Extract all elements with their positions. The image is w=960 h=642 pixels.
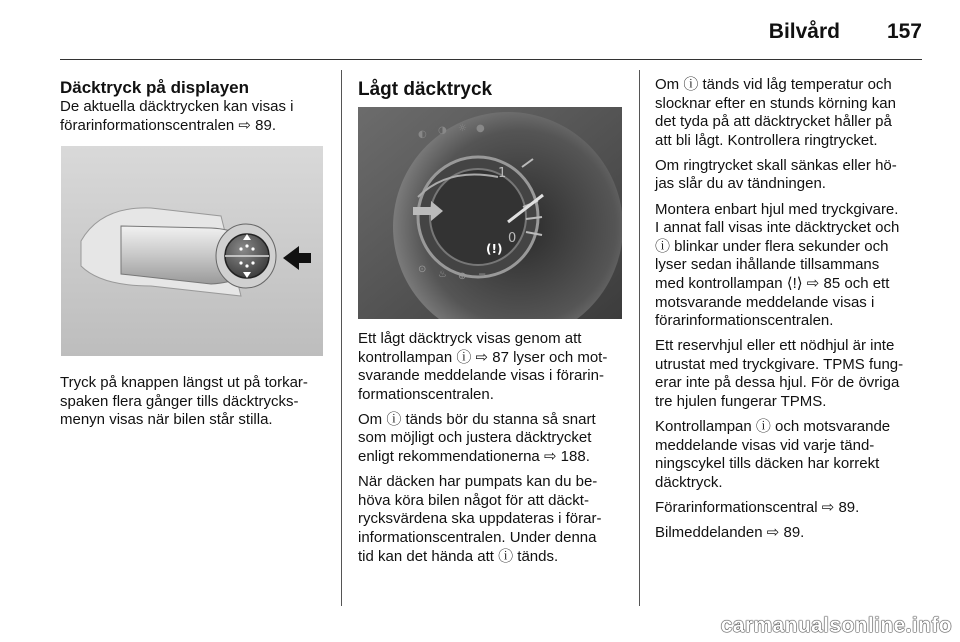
middle-paragraph-2 [358, 411, 626, 467]
svg-text:◐: ◐ [418, 129, 427, 140]
right-paragraph-2 [655, 157, 925, 194]
left-heading: Däcktryck på displayen [60, 78, 249, 97]
text-line: enligt rekommendationerna ⇨ 188. [358, 448, 590, 466]
text-line: lyser sedan ihållande tillsammans [655, 256, 880, 274]
right-paragraph-4 [655, 337, 925, 411]
watermark: carmanualsonline.info [720, 614, 952, 637]
text-line: att bli lågt. Kontrollera ringtrycket. [655, 131, 878, 149]
text-line: jas slår du av tändningen. [655, 175, 826, 193]
left-caption-block [60, 374, 328, 436]
wiper-stalk-illustration [61, 146, 323, 356]
text-line: spaken flera gånger tills däcktrycks- [60, 392, 299, 410]
header-rule [60, 59, 922, 60]
instrument-cluster-image [358, 107, 622, 319]
text-line: höva köra bilen något för att däckt- [358, 491, 589, 509]
text-line: Ett reservhjul eller ett nödhjul är inte [655, 337, 895, 355]
left-caption [60, 374, 328, 430]
svg-text:0: 0 [508, 231, 517, 246]
text-line: menyn visas när bilen står stilla. [60, 411, 273, 429]
middle-paragraph-3 [358, 473, 626, 566]
text-line: motsvarande meddelande visas i [655, 293, 875, 311]
text-line: Om ⓘ tänds bör du stanna så snart [358, 410, 596, 428]
column-divider-1 [341, 70, 342, 606]
text-line: formationscentralen. [358, 385, 494, 403]
cross-reference-link[interactable]: Bilmeddelanden ⇨ 89. [655, 524, 805, 542]
middle-paragraph-1 [358, 330, 626, 404]
text-line: förarinformationscentralen ⇨ 89. [60, 116, 277, 134]
text-line: tre hjulen fungerar TPMS. [655, 393, 827, 410]
middle-heading-block [358, 76, 626, 102]
text-line: ⓘ blinkar under flera sekunder och [655, 237, 889, 255]
text-line: Kontrollampan ⓘ och motsvarande [655, 418, 891, 436]
middle-column [358, 330, 626, 573]
text-line: däcktryck. [655, 473, 723, 491]
text-line: kontrollampan ⓘ ⇨ 87 lyser och mot- [358, 348, 608, 366]
text-line: rycksvärdena ska uppdateras i förar- [358, 510, 602, 528]
right-paragraph-5 [655, 418, 925, 492]
text-line: När däcken har pumpats kan du be- [358, 473, 598, 491]
column-divider-2 [639, 70, 640, 606]
instrument-cluster-illustration [358, 107, 622, 319]
text-line: informationscentralen. Under denna [358, 528, 597, 546]
svg-text:⊙: ⊙ [418, 264, 427, 275]
right-paragraph-3 [655, 201, 925, 331]
text-line: Tryck på knappen längst ut på torkar- [60, 374, 308, 391]
svg-text:●: ● [476, 123, 485, 134]
svg-text:⊕: ⊕ [458, 271, 467, 282]
svg-text:♨: ♨ [438, 269, 447, 280]
page-number: 157 [886, 20, 922, 43]
svg-text:☼: ☼ [458, 123, 467, 134]
text-line: det tyda på att däcktrycket håller på [655, 113, 892, 131]
text-line: Ett lågt däcktryck visas genom att [358, 330, 582, 347]
text-line: tid kan det hända att ⓘ tänds. [358, 547, 559, 565]
text-line: med kontrollampan ⟨!⟩ ⇨ 85 och ett [655, 274, 890, 292]
right-paragraph-6 [655, 499, 925, 518]
text-line: Om ringtrycket skall sänkas eller hö- [655, 156, 897, 174]
cross-reference-link[interactable]: Förarinformationscentral ⇨ 89. [655, 498, 860, 516]
text-line: som möjligt och justera däcktrycket [358, 429, 592, 447]
middle-heading: Lågt däcktryck [358, 79, 493, 100]
text-line: meddelande visas vid varje tänd- [655, 436, 875, 454]
text-line: Montera enbart hjul med tryckgivare. [655, 200, 899, 218]
svg-text:1: 1 [498, 166, 507, 181]
right-paragraph-1 [655, 76, 925, 150]
text-line: erar inte på dessa hjul. För de övriga [655, 374, 900, 392]
text-line: Om ⓘ tänds vid låg temperatur och [655, 76, 892, 93]
svg-text:≡: ≡ [478, 271, 487, 282]
text-line: förarinformationscentralen. [655, 312, 834, 330]
left-column [60, 76, 328, 142]
text-line: slocknar efter en stunds körning kan [655, 94, 896, 112]
right-column [655, 76, 925, 549]
text-line: De aktuella däcktrycken kan visas i [60, 98, 294, 115]
right-paragraph-7 [655, 524, 925, 543]
text-line: I annat fall visas inte däcktrycket och [655, 219, 900, 237]
svg-text:◑: ◑ [438, 125, 447, 136]
section-title: Bilvård [768, 20, 840, 43]
wiper-stalk-image [61, 146, 323, 356]
svg-text:(!): (!) [486, 242, 503, 256]
left-intro [60, 98, 328, 135]
text-line: utrustat med tryckgivare. TPMS fung- [655, 355, 904, 373]
text-line: svarande meddelande visas i förarin- [358, 367, 604, 385]
text-line: ningscykel tills däcken har korrekt [655, 455, 880, 473]
